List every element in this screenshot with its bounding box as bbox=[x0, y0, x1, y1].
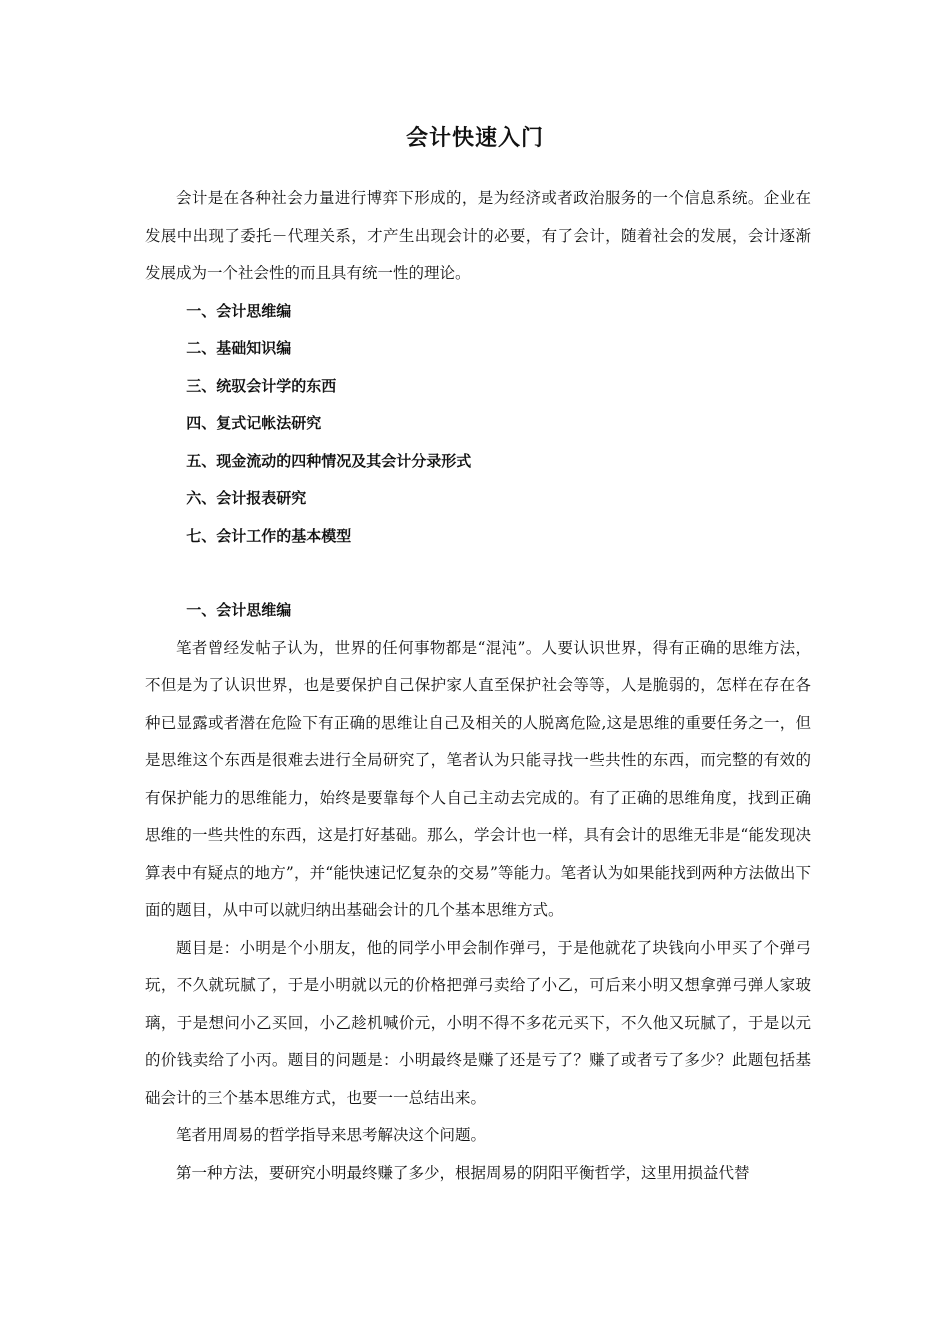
body-paragraph: 笔者用周易的哲学指导来思考解决这个问题。 bbox=[176, 1126, 487, 1144]
body-paragraph: 笔者曾经发帖子认为，世界的任何事物都是“混沌”。人要认识世界，得有正确的思维方法，不但是为了认识世界，也是要保护自己保护家人直至保护社会等等，人是脆弱的，怎样在存在各种已显露或者潜在危险下有正确的思维让自己及相关的人脱离危险,这是思维的重要任务之一，但是思维这个东西是很难去进行全局研究了，笔者认为只能寻找一些共性的东西，而完整的有效的有保护能力的思维能力，始终是要靠每个人自己主动去完成的。有了正确的思维角度，找到正确思维的一些共性的东西，这是打好基础。那么，学会计也一样，具有会计的思维无非是“能发现决算表中有疑点的地方”，并“能快速记忆复杂的交易”等能力。笔者认为如果能找到两种方法做出下面的题目，从中可以就归纳出基础会计的几个基本思维方式。 bbox=[145, 638, 811, 919]
toc-item: 六、会计报表研究 bbox=[186, 489, 307, 507]
document-title: 会计快速入门 bbox=[405, 126, 544, 151]
section-heading: 一、会计思维编 bbox=[186, 601, 292, 619]
toc-item: 三、统驭会计学的东西 bbox=[186, 376, 337, 395]
document-body bbox=[145, 180, 811, 1192]
body-paragraph: 题目是：小明是个小朋友，他的同学小甲会制作弹弓，于是他就花了块钱向小甲买了个弹弓玩，不久就玩腻了，于是小明就以元的价格把弹弓卖给了小乙，可后来小明又想拿弹弓弹人家玻璃，于是想问小乙买回，小乙趁机喊价元，小明不得不多花元买下，不久他又玩腻了，于是以元的价钱卖给了小丙。题目的问题是：小明最终是赚了还是亏了？赚了或者亏了多少？此题包括基础会计的三个基本思维方式，也要一一总结出来。 bbox=[145, 938, 811, 1107]
toc-item: 七、会计工作的基本模型 bbox=[186, 526, 352, 545]
body-paragraph: 第一种方法，要研究小明最终赚了多少，根据周易的阴阳平衡哲学，这里用损益代替 bbox=[176, 1163, 750, 1182]
toc-item: 五、现金流动的四种情况及其会计分录形式 bbox=[186, 451, 472, 470]
table-of-contents bbox=[145, 293, 811, 556]
toc-item: 四、复式记帐法研究 bbox=[186, 414, 322, 432]
intro-paragraph: 会计是在各种社会力量进行博弈下形成的，是为经济或者政治服务的一个信息系统。企业在发展中出现了委托－代理关系，才产生出现会计的必要，有了会计，随着社会的发展，会计逐渐发展成为一个社会性的而且具有统一性的理论。 bbox=[145, 189, 811, 282]
toc-item: 二、基础知识编 bbox=[186, 339, 292, 357]
toc-item: 一、会计思维编 bbox=[186, 301, 292, 320]
